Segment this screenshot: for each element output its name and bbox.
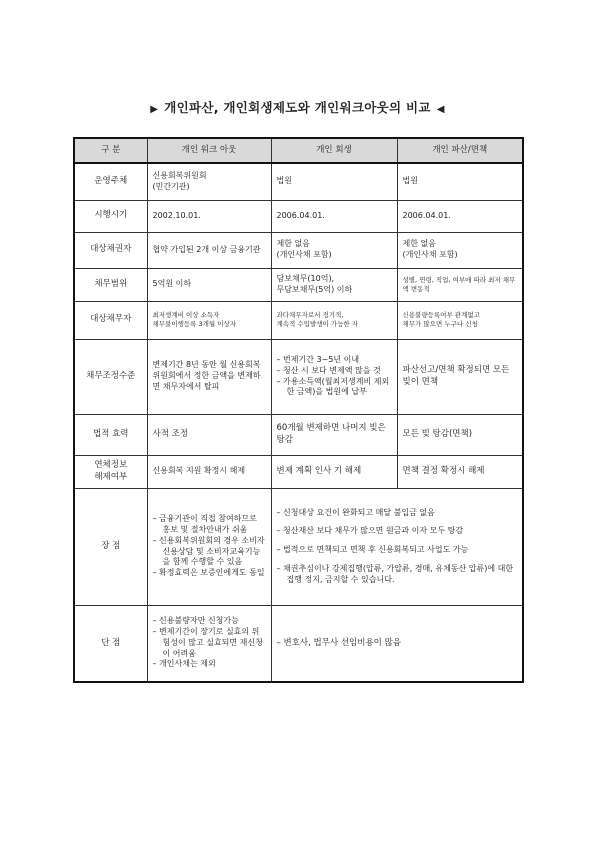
cell-bankruptcy: 법원 [397,163,523,200]
list-item: – 금융기관이 직접 참여하므로 홍보 및 절차안내가 쉬움 [152,514,257,534]
row-label: 시행시기 [74,200,147,232]
cell-workout: 5억원 이하 [147,268,271,301]
cell-rehab: 법원 [271,163,397,200]
header-row [74,138,523,163]
list-item: – 법적으로 면책되고 면책 후 신용회복되고 사업도 가능 [276,545,469,555]
table-row [74,200,523,232]
cell-workout: 신용회복 지원 확정시 해제 [147,455,271,488]
row-label: 대상채권자 [74,232,147,268]
cell-bankruptcy: 신용불량등록여부 관계없고 채무가 많으면 누구나 신청 [397,301,523,339]
cell-bankruptcy: 2006.04.01. [397,200,523,232]
cell-workout: 신용회복위원회 (민간기관) [147,163,271,200]
left-triangle-icon: ◀ [436,104,445,115]
table-row [74,301,523,339]
right-triangle-icon: ▶ [150,104,159,115]
list-item: – 신용회복위원회의 경우 소비자 신용상담 및 소비자교육기능을 함께 수행할 수 있음 [152,535,265,567]
table-row [74,268,523,301]
cell-rehab [271,339,397,414]
row-label: 연체정보 해제여부 [74,455,147,488]
row-label: 채무범위 [74,268,147,301]
cell-rehab-bankruptcy [271,488,523,605]
list-item: – 가용소득액(월최저생계비 제외한 금액)을 법원에 납부 [276,376,390,397]
cell-workout: 변제기간 8년 동안 월 신용회복위원회에서 정한 금액을 변제하면 채무자에서 탈피 [147,339,271,414]
page-title: ▶ 개인파산, 개인회생제도와 개인워크아웃의 비교 ◀ [150,100,445,115]
cell-workout [147,488,271,605]
row-label: 법적 효력 [74,414,147,455]
cell-bankruptcy: 성별, 연령, 직업, 여부에 따라 최저 채무액 변동적 [397,268,523,301]
list-item: – 청산재산 보다 채무가 많으면 원금과 이자 모두 탕감 [276,526,464,536]
row-label: 장 점 [74,488,147,605]
cell-bankruptcy: 모든 빚 탕감(면책) [397,414,523,455]
cell-workout [147,605,271,682]
cell-rehab: 제한 없음 (개인사채 포함) [271,232,397,268]
comparison-table [73,137,524,683]
cell-bankruptcy: 파산선고/면책 확정되면 모든 빚이 면책 [397,339,523,414]
list-item: – 채권추심이나 강제집행(압류, 가압류, 경매, 유체동산 압류)에 대한 집행 정지, 금지할 수 있습니다. [276,563,514,584]
cell-workout: 2002.10.01. [147,200,271,232]
table-row [74,339,523,414]
header-rehab: 개인 회생 [271,138,397,163]
list-item: – 청산 시 보다 변제액 많을 것 [276,365,381,375]
table-row [74,488,523,605]
header-bankruptcy: 개인 파산/면책 [397,138,523,163]
list-item: – 개인사채는 제외 [152,659,216,669]
table-row [74,605,523,682]
cell-workout: 사적 조정 [147,414,271,455]
list-item: – 변제기간이 장기로 실효의 위험성이 많고 실효되면 재신청이 어려움 [152,627,263,658]
cell-workout: 협약 가입된 2개 이상 금융기관 [147,232,271,268]
table-row [74,232,523,268]
cell-rehab: 60개월 변제하면 나머지 빚은 탕감 [271,414,397,455]
table-row [74,163,523,200]
list-item: – 신청대상 요건이 완화되고 매달 불입금 없음 [276,507,435,517]
row-label: 대상채무자 [74,301,147,339]
cell-bankruptcy: 제한 없음 (개인사채 포함) [397,232,523,268]
cell-rehab: 2006.04.01. [271,200,397,232]
cell-workout: 최저생계비 이상 소득자 채무불이행등록 3개월 이상자 [147,301,271,339]
table-row [74,455,523,488]
row-label: 채무조정수준 [74,339,147,414]
cell-bankruptcy: 면책 결정 확정시 해제 [397,455,523,488]
cell-rehab: 과다채무자로서 정기적, 계속적 수입발생이 가능한 자 [271,301,397,339]
header-category: 구 분 [74,138,147,163]
row-label: 단 점 [74,605,147,682]
table-row [74,414,523,455]
cell-rehab-bankruptcy: – 변호사, 법무사 선임비용이 많음 [271,605,523,682]
row-label: 운영주체 [74,163,147,200]
cell-rehab: 담보채무(10억), 무담보채무(5억) 이하 [271,268,397,301]
cell-rehab: 변제 계획 인사 기 해제 [271,455,397,488]
header-workout: 개인 워크 아웃 [147,138,271,163]
list-item: – 확정효력은 보증인에게도 동일 [152,568,265,578]
list-item: – 번제기간 3~5년 이내 [276,354,360,364]
list-item: – 신용불량자만 신청가능 [152,616,239,626]
